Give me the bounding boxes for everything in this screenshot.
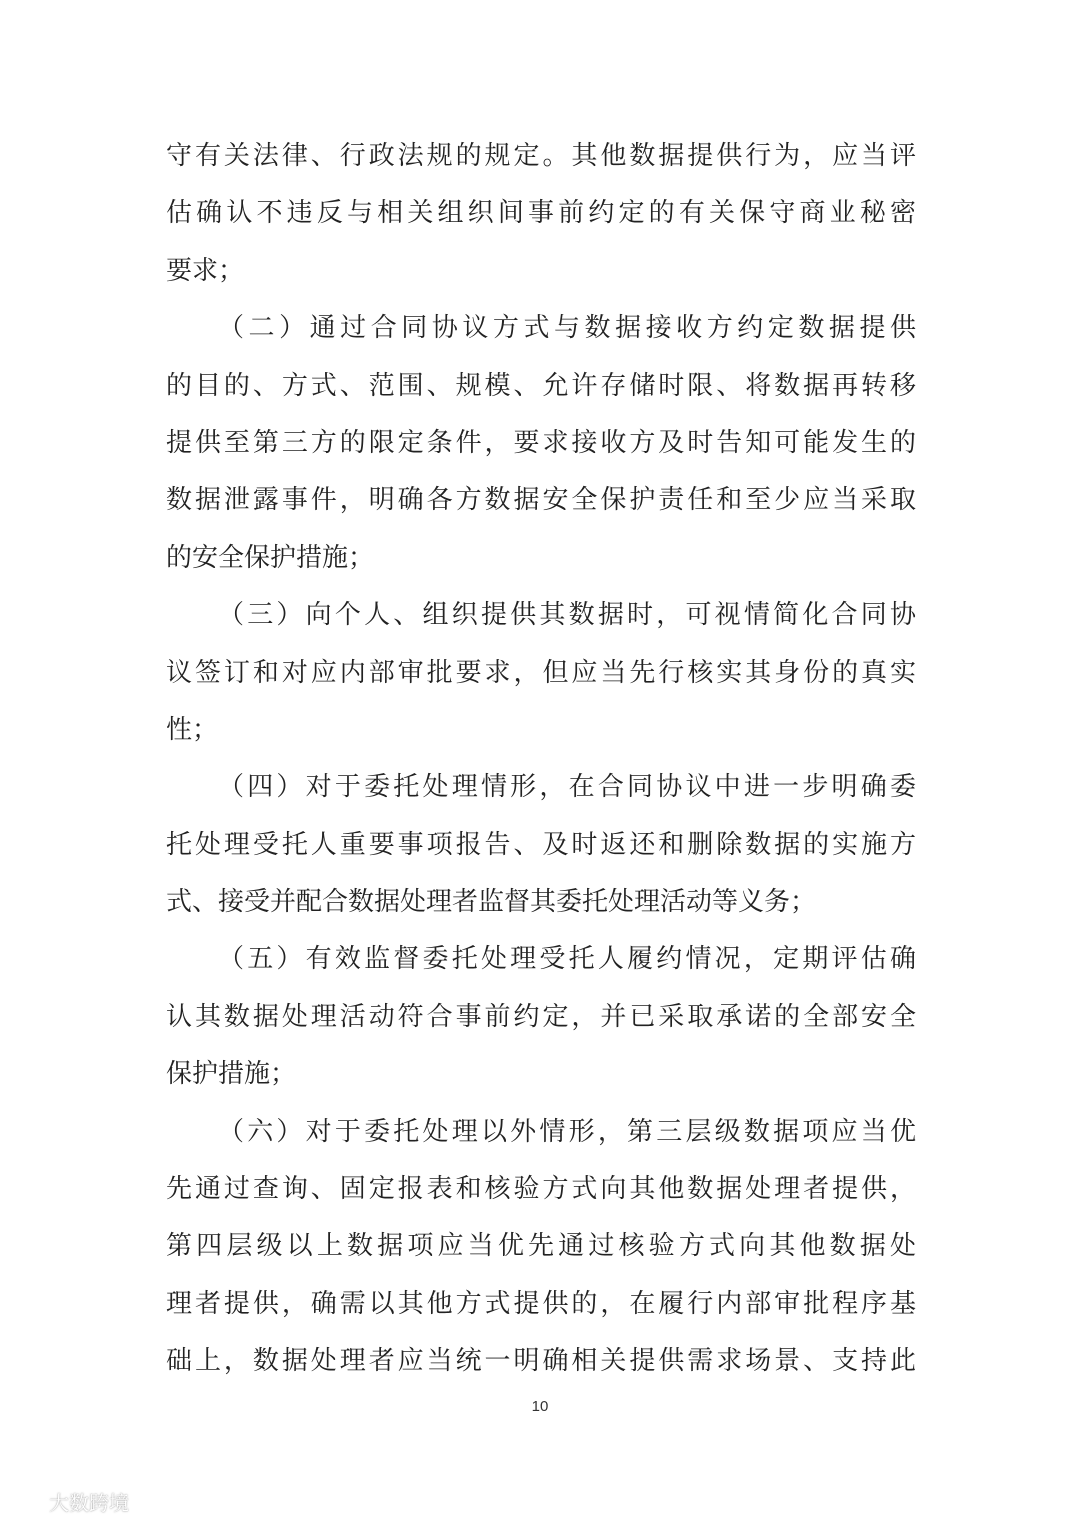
paragraph-start-line: （三）向个人、组织提供其数据时，可视情简化合同协 <box>218 600 916 631</box>
paragraph-start-line: （六）对于委托处理以外情形，第三层级数据项应当优 <box>218 1116 916 1147</box>
text-line: 第四层级以上数据项应当优先通过核验方式向其他数据处 <box>166 1231 916 1262</box>
text-line: 提供至第三方的限定条件，要求接收方及时告知可能发生的 <box>166 427 916 458</box>
text-line: 议签订和对应内部审批要求，但应当先行核实其身份的真实 <box>166 657 916 688</box>
body-text <box>166 128 916 1391</box>
weibo-logo-icon <box>10 1488 44 1514</box>
paragraph-start-line: （二）通过合同协议方式与数据接收方约定数据提供 <box>218 313 916 344</box>
text-line: 保护措施； <box>166 1059 297 1090</box>
text-line: 的目的、方式、范围、规模、允许存储时限、将数据再转移 <box>166 370 916 401</box>
text-line: 数据泄露事件，明确各方数据安全保护责任和至少应当采取 <box>166 485 916 516</box>
watermark <box>10 1486 129 1516</box>
paragraph-start-line: （四）对于委托处理情形，在合同协议中进一步明确委 <box>218 772 916 803</box>
watermark-text: 大数跨境 <box>49 1490 129 1515</box>
text-line: 认其数据处理活动符合事前约定，并已采取承诺的全部安全 <box>166 1001 916 1032</box>
text-line: 性； <box>166 714 219 745</box>
page-number: 10 <box>531 1398 549 1415</box>
text-line: 要求； <box>166 255 245 286</box>
text-line: 的安全保护措施； <box>166 542 375 573</box>
text-line: 础上，数据处理者应当统一明确相关提供需求场景、支持此 <box>166 1346 916 1377</box>
text-line: 先通过查询、固定报表和核验方式向其他数据处理者提供， <box>166 1174 916 1205</box>
text-line: 估确认不违反与相关组织间事前约定的有关保守商业秘密 <box>166 198 916 229</box>
text-line: 托处理受托人重要事项报告、及时返还和删除数据的实施方 <box>166 829 916 860</box>
text-line: 理者提供，确需以其他方式提供的，在履行内部审批程序基 <box>166 1288 916 1319</box>
text-line: 式、接受并配合数据处理者监督其委托处理活动等义务； <box>166 887 817 918</box>
text-line: 守有关法律、行政法规的规定。其他数据提供行为，应当评 <box>166 141 916 171</box>
paragraph-start-line: （五）有效监督委托处理受托人履约情况，定期评估确 <box>218 944 916 975</box>
